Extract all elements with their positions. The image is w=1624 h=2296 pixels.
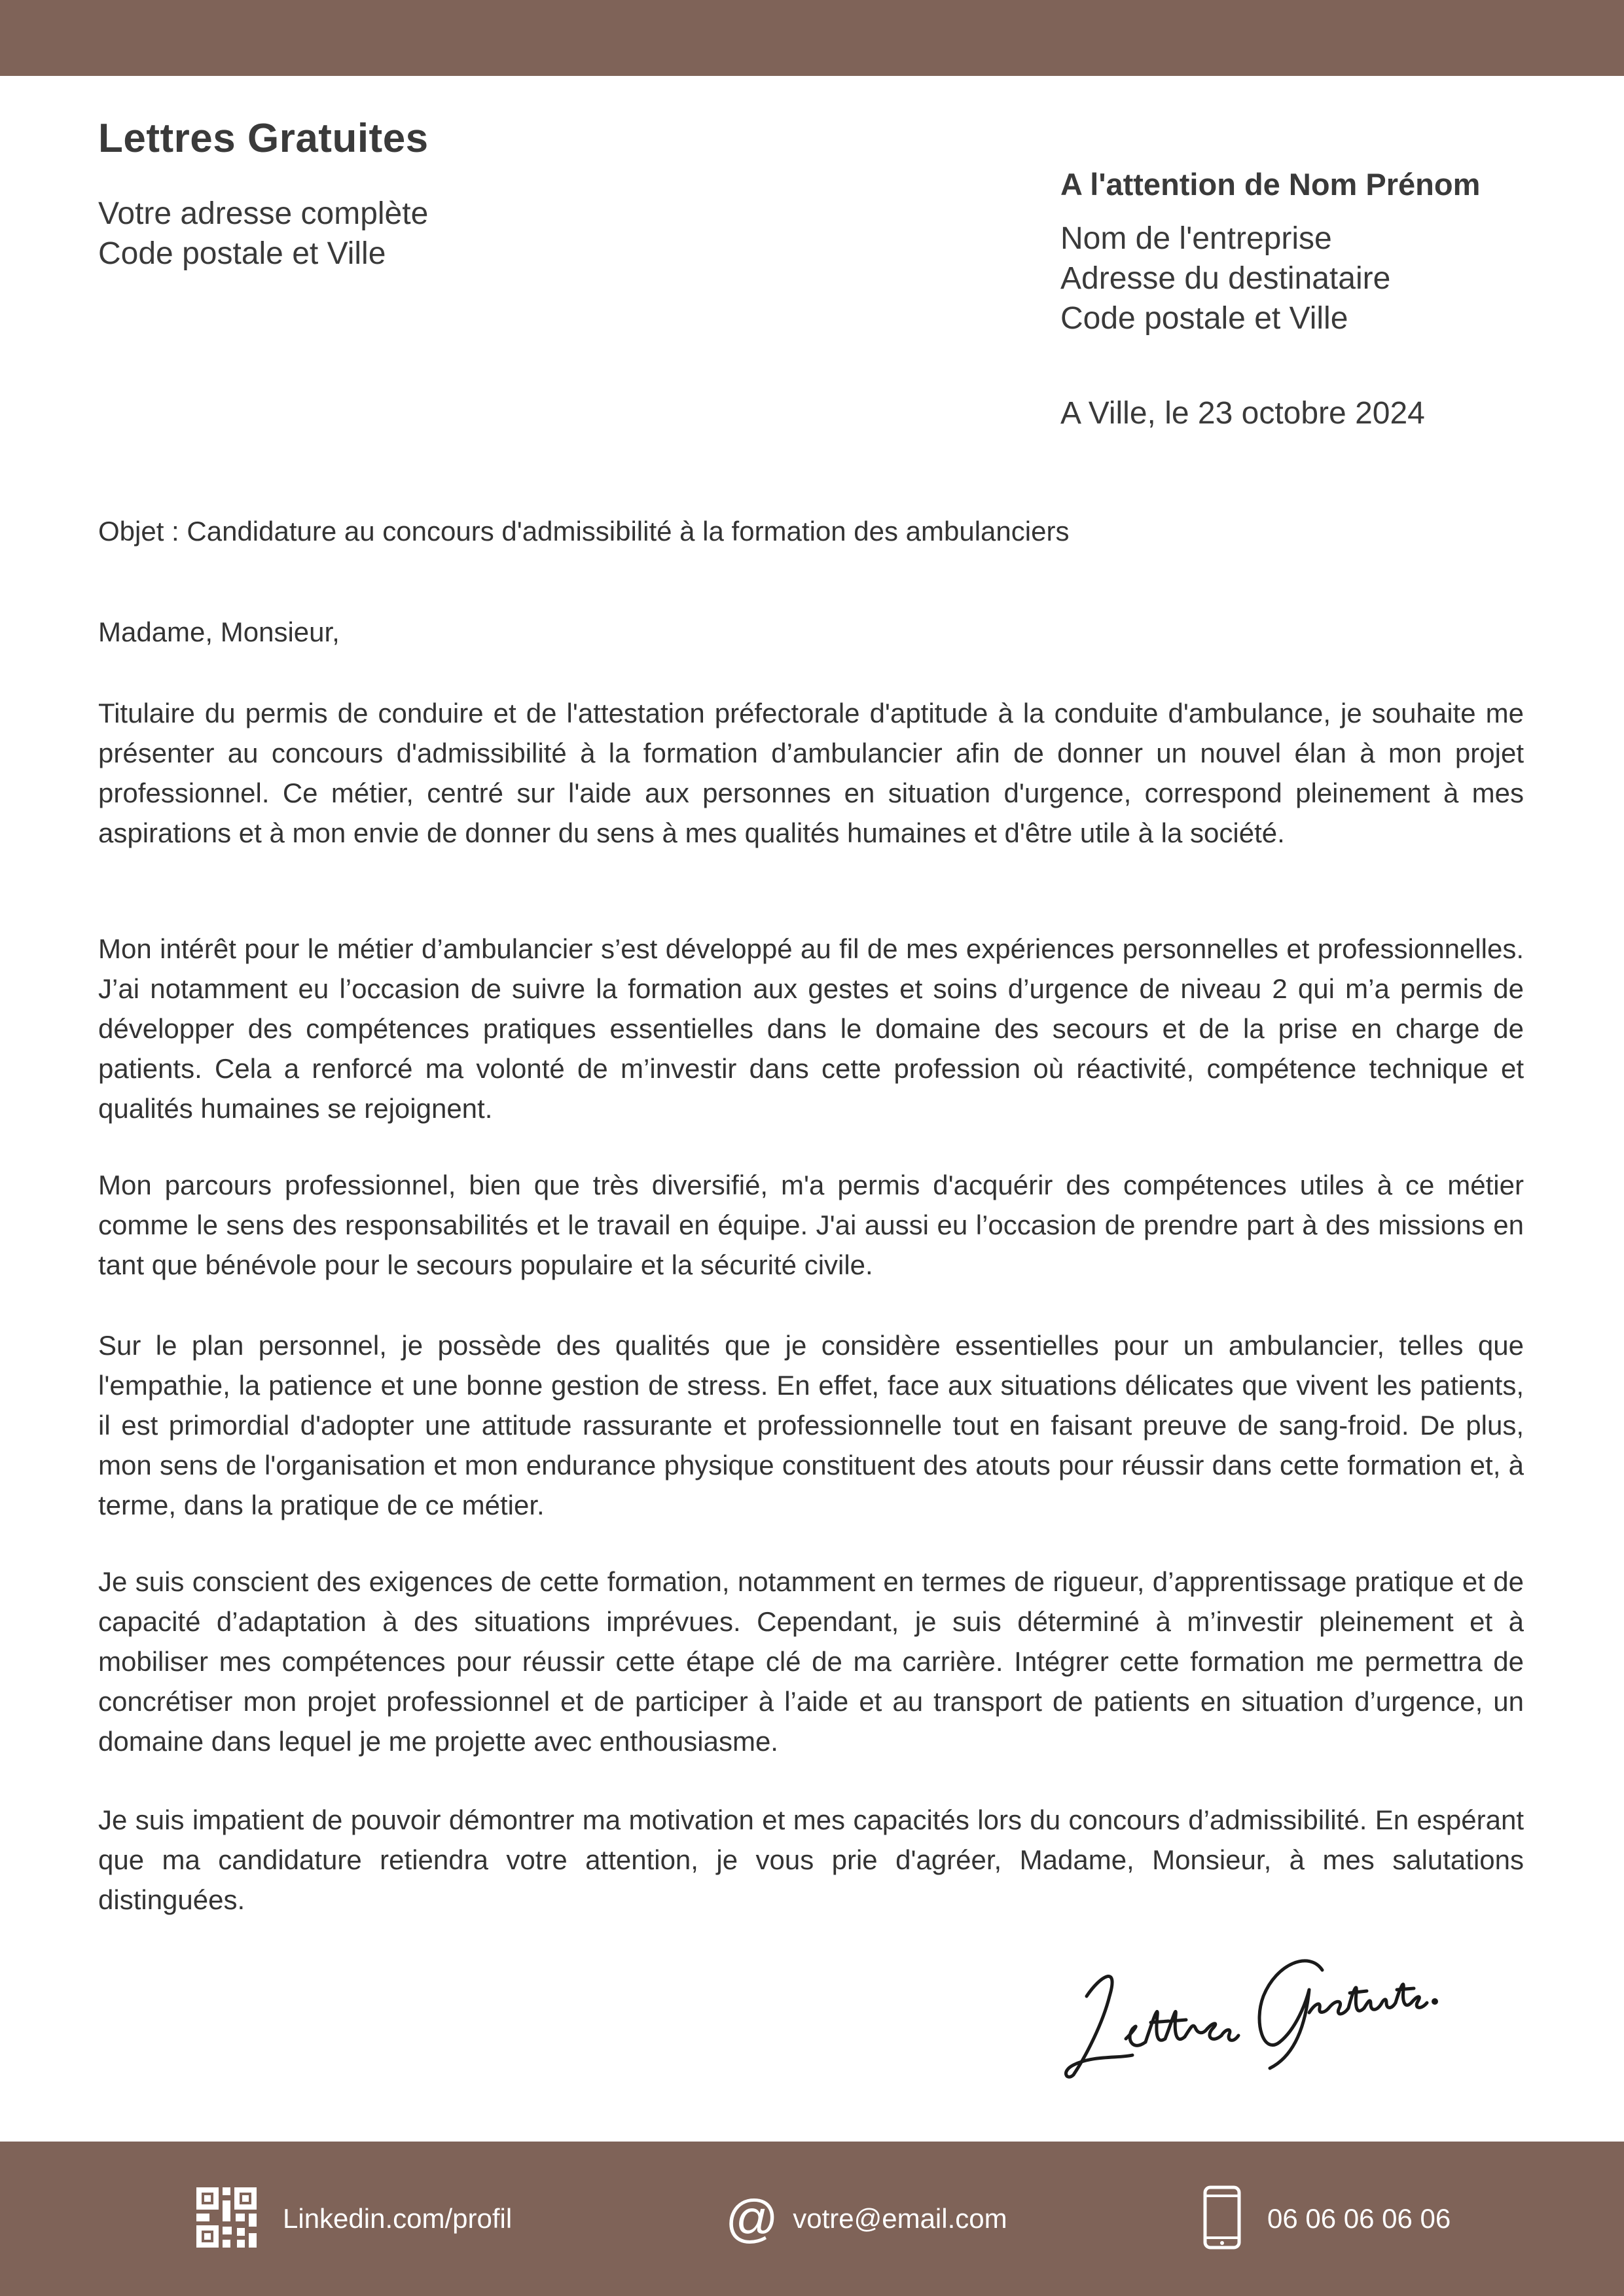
at-sign-icon: @ <box>725 2189 779 2248</box>
recipient-company: Nom de l'entreprise <box>1060 221 1332 256</box>
letter-date: A Ville, le 23 octobre 2024 <box>1060 396 1425 431</box>
mobile-phone-icon <box>1203 2185 1241 2253</box>
footer-phone <box>1203 2186 1451 2251</box>
footer-linkedin <box>196 2186 512 2251</box>
body-paragraph-1: Titulaire du permis de conduire et de l'attestation préfectorale d'aptitude à la conduite d'ambulance, je souhaite me présenter au concours d'admissibilité à la formation d’ambulancier afin de donner un nouvel élan à mon projet professionnel. Ce métier, centré sur l'aide aux personnes en situation d'urgence, correspond pleinement à mes aspirations et à mon envie de donner du sens à mes qualités humaines et d'être utile à la société. <box>98 698 1524 848</box>
footer-email <box>725 2186 1007 2251</box>
body-paragraph-3: Mon parcours professionnel, bien que très diversifié, m'a permis d'acquérir des compétences utiles à ce métier comme le sens des responsabilités et le travail en équipe. J'ai aussi eu l’occasion de prendre part à des missions en tant que bénévole pour le secours populaire et la sécurité civile. <box>98 1170 1524 1280</box>
header-band <box>0 0 1624 76</box>
handwritten-signature <box>1047 1924 1440 2081</box>
linkedin-text: Linkedin.com/profil <box>283 2203 513 2234</box>
sender-address <box>98 194 428 274</box>
letter-subject: Objet : Candidature au concours d'admissibilité à la formation des ambulanciers <box>98 516 1070 547</box>
sender-address-line1: Votre adresse complète <box>98 196 429 231</box>
body-paragraph-6: Je suis impatient de pouvoir démontrer ma motivation et mes capacités lors du concours d’admissibilité. En espérant que ma candidature retiendra votre attention, je vous prie d'agréer, Madame, Monsieur, à mes salutations distinguées. <box>98 1804 1524 1915</box>
body-paragraph-2: Mon intérêt pour le métier d’ambulancier s’est développé au fil de mes expériences personnelles et professionnelles. J’ai notamment eu l’occasion de suivre la formation aux gestes et soins d’urgence de niveau 2 qui m’a permis de développer des compétences pratiques essentielles dans le domaine des secours et de la prise en charge de patients. Cela a renforcé ma volonté de m’investir dans cette profession où réactivité, compétence technique et qualités humaines se rejoignent. <box>98 933 1524 1124</box>
sender-name: Lettres Gratuites <box>98 116 429 161</box>
letter-greeting: Madame, Monsieur, <box>98 617 340 647</box>
qr-code-icon <box>196 2187 257 2251</box>
sender-address-line2: Code postale et Ville <box>98 236 386 271</box>
recipient-attention: A l'attention de Nom Prénom <box>1060 167 1481 202</box>
body-paragraph-5: Je suis conscient des exigences de cette formation, notamment en termes de rigueur, d’apprentissage pratique et de capacité d’adaptation à des situations imprévues. Cependant, je suis déterminé à m’investir pleinement et à mobiliser mes compétences pour réussir cette étape clé de ma carrière. Intégrer cette formation me permettra de concrétiser mon projet professionnel et de participer à l’aide et au transport de patients en situation d’urgence, un domaine dans lequel je me projette avec enthousiasme. <box>98 1566 1524 1757</box>
recipient-block <box>1060 165 1480 338</box>
recipient-city: Code postale et Ville <box>1060 301 1348 336</box>
email-text: votre@email.com <box>793 2203 1007 2234</box>
recipient-address: Adresse du destinataire <box>1060 261 1391 296</box>
phone-text: 06 06 06 06 06 <box>1267 2203 1451 2234</box>
body-paragraph-4: Sur le plan personnel, je possède des qualités que je considère essentielles pour un ambulancier, telles que l'empathie, la patience et une bonne gestion de stress. En effet, face aux situations délicates que vivent les patients, il est primordial d'adopter une attitude rassurante et professionnelle tout en faisant preuve de sang-froid. De plus, mon sens de l'organisation et mon endurance physique constituent des atouts pour réussir dans cette formation et, à terme, dans la pratique de ce métier. <box>98 1330 1524 1520</box>
